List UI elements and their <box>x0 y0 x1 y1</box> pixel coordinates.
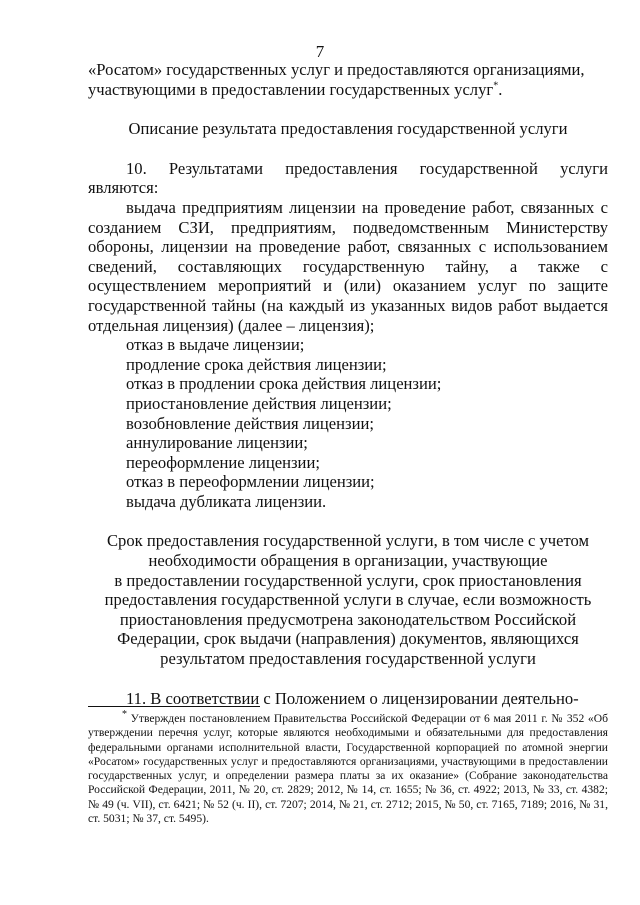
heading-term-line: в предоставлении государственной услуги, срок приостановления <box>114 570 582 590</box>
footnote-marker: * <box>122 709 127 721</box>
list-item: выдача дубликата лицензии. <box>126 491 327 511</box>
list-item: возобновление действия лицензии; <box>126 413 374 433</box>
list-item: переоформление лицензии; <box>126 452 320 472</box>
footnote-text: Утвержден постановлением Правительства Российской Федерации от 6 мая 2011 г. № 352 «Об утверждении перечня услуг, которые являются необходимыми и обязательными для предоставления федеральными органами исполнительной власти, Государственной корпорацией по атомной энергии «Росатом» государственных услуг и предоставляются организациями, участвующими в предоставлении государственных услуг, и определении размера платы за их оказание» (Собрание законодательства Российской Федерации, 2011, № 20, ст. 2829; 2012, № 14, ст. 1655; № 36, ст. 4922; 2013, № 33, ст. 4382; № 49 (ч. VII), ст. 6421; № 52 (ч. II), ст. 7207; 2014, № 21, ст. 2712; 2015, № 50, ст. 7165, 7189; 2016, № 31, ст. 5031; № 37, ст. 5495). <box>88 712 608 826</box>
list-item: продление срока действия лицензии; <box>126 354 387 374</box>
paragraph-11: 11. В соответствии с Положением о лицензировании деятельно- <box>126 688 579 708</box>
list-item: отказ в выдаче лицензии; <box>126 335 305 355</box>
heading-term-line: Федерации, срок выдачи (направления) документов, являющихся <box>117 629 579 649</box>
heading-term-line: необходимости обращения в организации, участвующие <box>148 551 548 571</box>
list-item: отказ в продлении срока действия лицензии; <box>126 374 442 394</box>
intro-end: . <box>498 79 503 99</box>
heading-term-line: результатом предоставления государственной услуги <box>160 649 536 669</box>
heading-result: Описание результата предоставления государственной услуги <box>128 119 568 139</box>
intro-line-2: участвующими в предоставлении государственных услуг <box>88 79 494 99</box>
footnote <box>88 709 608 826</box>
list-item: аннулирование лицензии; <box>126 433 308 453</box>
paragraph-10: 10. Результатами предоставления государственной услуги являются: <box>88 158 608 198</box>
heading-term-line: Срок предоставления государственной услуги, в том числе с учетом <box>106 531 590 551</box>
list-item: приостановление действия лицензии; <box>126 393 392 413</box>
document-body <box>88 60 608 708</box>
heading-term-line: приостановления предусмотрена законодательством Российской <box>119 609 577 629</box>
intro-line-1: «Росатом» государственных услуг и предоставляются организациями, <box>88 60 585 79</box>
heading-term <box>88 531 608 668</box>
footnote-separator <box>88 706 260 707</box>
intro-paragraph <box>88 60 608 99</box>
list-item: отказ в переоформлении лицензии; <box>126 472 375 492</box>
heading-term-line: предоставления государственной услуги в случае, если возможность <box>104 590 592 610</box>
result-item-license-issue: выдача предприятиям лицензии на проведение работ, связанных с созданием СЗИ, предприятиям, подведомственным Министерству обороны, лицензии на проведение работ, связанных с использованием сведений, составляющих государственную тайну, а также с осуществлением мероприятий и (или) оказанием услуг по защите государственной тайны (на каждый из указанных видов работ выдается отдельная лицензия) (далее – лицензия); <box>88 197 608 335</box>
footnote-reference: * <box>493 80 499 92</box>
page-number: 7 <box>315 42 325 61</box>
